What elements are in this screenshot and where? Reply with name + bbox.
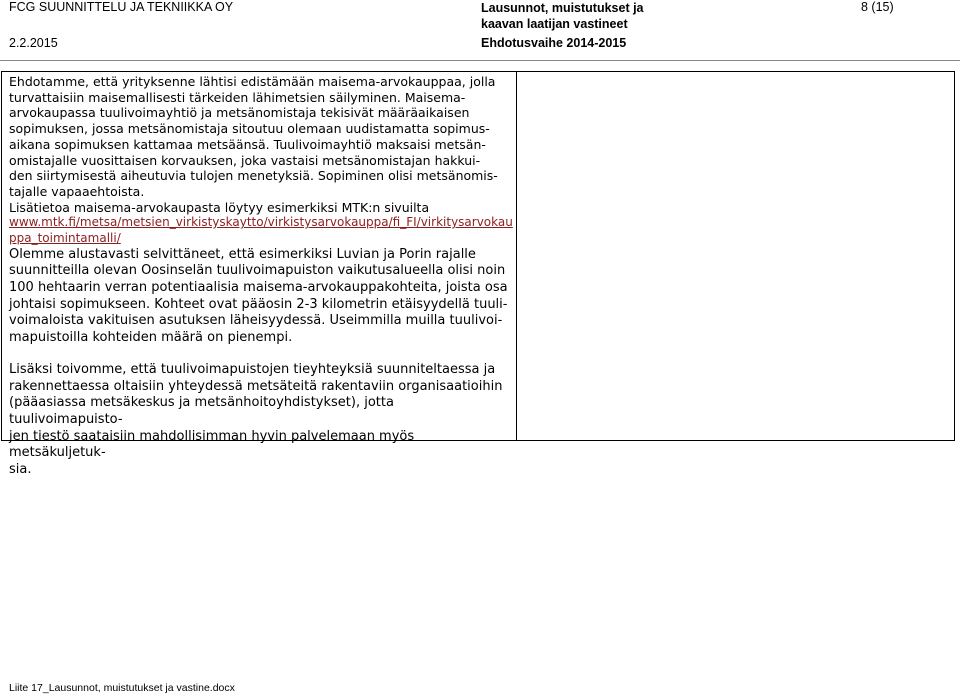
comment-table [1, 71, 955, 477]
text-line: Lisätietoa maisema-arvokaupasta löytyy esimerkiksi MTK:n sivuilta [9, 199, 430, 215]
text-line: Ehdotamme, että yrityksenne lähtisi edistämään maisema-arvokauppaa, jolla [9, 74, 496, 89]
text-line: johtaisi sopimukseen. Kohteet ovat pääosin 2-3 kilometrin etäisyydellä tuuli- [9, 296, 508, 312]
text-line: mapuistoilla kohteiden määrä on pienempi. [9, 329, 293, 345]
text-line: omistajalle vuosittaisen korvauksen, joka vastaisi metsänomistajan hakkui- [9, 152, 481, 168]
document-date: 2.2.2015 [9, 36, 58, 50]
text-line: Lisäksi toivomme, että tuulivoimapuistojen tieyhteyksiä suunniteltaessa ja [9, 362, 496, 378]
text-line: Olemme alustavasti selvittäneet, että esimerkiksi Luvian ja Porin rajalle [9, 246, 476, 262]
footer-filename: Liite 17_Lausunnot, muistutukset ja vastine.docx [9, 682, 235, 694]
text-line: den siirtymisestä aiheutuvia tulojen menetyksiä. Sopiminen olisi metsänomis- [9, 168, 498, 184]
paragraph-gap [9, 346, 509, 362]
header-divider [0, 60, 960, 61]
comment-cell [9, 74, 513, 478]
document-title [481, 0, 644, 32]
paragraph-proposal [9, 74, 509, 215]
page-number: 8 (15) [861, 0, 894, 14]
mtk-link[interactable] [9, 215, 513, 246]
text-line: arvokaupassa tuulivoimayhtiö ja metsänomistaja tekisivät määräaikaisen [9, 105, 470, 121]
text-line: rakennettaessa oltaisiin yhteydessä metsäteitä rakentaviin organisaatioihin [9, 378, 503, 394]
text-line: jen tiestö saataisiin mahdollisimman hyvin palvelemaan myös metsäkuljetuk- [9, 428, 415, 461]
column-separator [516, 72, 517, 440]
text-line[interactable]: ppa_toimintamalli/ [9, 231, 121, 246]
text-line: 100 hehtaarin verran potentiaalisia maisema-arvokauppakohteita, joista osa [9, 279, 508, 295]
text-line: voimaloista vakituisen asutuksen läheisyydessä. Useimmilla muilla tuulivoi- [9, 313, 503, 329]
paragraph-survey [9, 247, 509, 347]
paragraph-roads [9, 362, 509, 478]
text-line: suunnitteilla olevan Oosinselän tuulivoimapuiston vaikutusalueella olisi noin [9, 263, 506, 279]
text-line[interactable]: www.mtk.fi/metsa/metsien_virkistyskaytto/virkistysarvokauppa/fi_FI/virkitysarvokau [9, 215, 513, 230]
text-line: (pääasiassa metsäkeskus ja metsänhoitoyhdistykset), jotta tuulivoimapuisto- [9, 395, 394, 428]
document-title-line1: Lausunnot, muistutukset ja [481, 1, 644, 15]
text-line: tajalle vapaaehtoista. [9, 183, 145, 199]
company-name: FCG SUUNNITTELU JA TEKNIIKKA OY [9, 0, 234, 14]
text-line: sopimuksen, jossa metsänomistaja sitoutuu olemaan uudistamatta sopimus- [9, 121, 490, 137]
document-phase: Ehdotusvaihe 2014-2015 [481, 36, 627, 50]
text-line: sia. [9, 461, 32, 477]
document-title-line2: kaavan laatijan vastineet [481, 17, 628, 31]
text-line: aikana sopimuksen kattamaa metsäänsä. Tuulivoimayhtiö maksaisi metsän- [9, 136, 486, 152]
text-line: turvattaisiin maisemallisesti tärkeiden lähimetsien säilyminen. Maisema- [9, 89, 466, 105]
